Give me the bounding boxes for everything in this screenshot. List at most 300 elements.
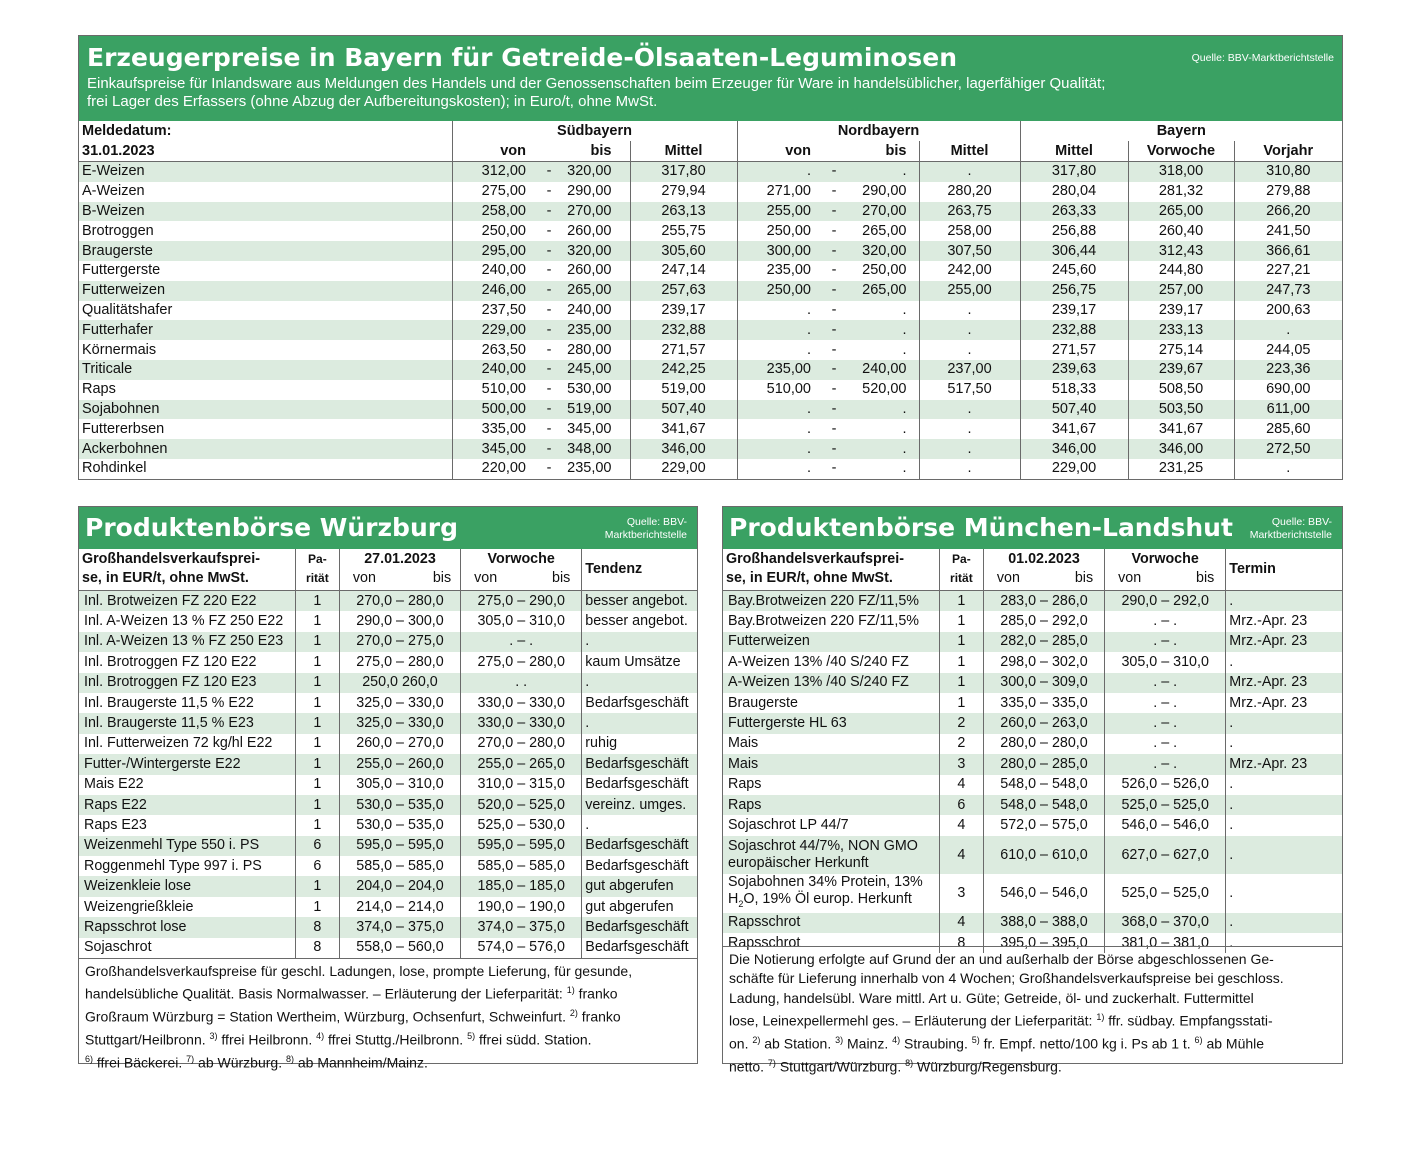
table-cell: 8 (295, 938, 339, 958)
chem-h: H (728, 890, 739, 907)
table-cell: 520,0 – 525,0 (461, 795, 582, 815)
product-name: Braugerste (728, 694, 798, 711)
table-cell: 232,88 (1020, 320, 1128, 340)
table-cell: . (919, 340, 1020, 360)
table-cell: . (919, 459, 1020, 479)
table-cell: 255,00 (737, 202, 827, 222)
table-cell: 325,0 – 330,0 (339, 713, 460, 733)
product-name: Inl. Braugerste 11,5 % E22 (84, 694, 254, 711)
table-cell: 280,20 (919, 182, 1020, 202)
table-cell: - (546, 361, 552, 378)
product-name: Weizenmehl Type 550 i. PS (84, 837, 260, 854)
table-cell: 305,60 (630, 241, 737, 261)
table-cell: 335,00 (452, 419, 542, 439)
product-name-line2 (728, 891, 936, 913)
product-name: Triticale (82, 361, 133, 378)
table-row (79, 301, 1342, 321)
table-row (79, 221, 1342, 241)
wuerzburg-h-date: 27.01.2023 (339, 549, 460, 569)
table-cell: 275,0 – 290,0 (461, 591, 582, 612)
table-cell: 330,0 – 330,0 (461, 713, 582, 733)
table-cell: 305,0 – 310,0 (461, 611, 582, 631)
col-nordbayern: Nordbayern (737, 121, 1020, 141)
table-cell: 240,00 (567, 301, 612, 318)
product-name: Sojabohnen (82, 400, 160, 417)
table-cell: . (737, 419, 827, 439)
table-cell: - (546, 163, 552, 180)
table-row (79, 419, 1342, 439)
table-cell: 507,40 (630, 400, 737, 420)
table-cell: . (902, 400, 907, 417)
table-cell: Bedarfsgeschäft (582, 775, 697, 795)
table-cell: . (919, 439, 1020, 459)
table-cell: 510,00 (737, 380, 827, 400)
table-cell: . (1226, 775, 1342, 795)
table-cell: 255,75 (630, 221, 737, 241)
wuerzburg-h-vw-von: von (474, 570, 498, 586)
erzeugerpreise-header (79, 36, 1342, 121)
table-cell: 1 (295, 611, 339, 631)
wuerzburg-h-product-1: Großhandelsverkaufsprei- (82, 551, 260, 567)
table-cell: . (902, 420, 907, 437)
table-cell: 231,25 (1128, 459, 1234, 479)
table-row (79, 459, 1342, 479)
col-bayern: Bayern (1020, 121, 1342, 141)
table-cell: 3 (939, 754, 983, 774)
table-cell: 300,00 (737, 241, 827, 261)
table-cell: 290,0 – 300,0 (339, 611, 460, 631)
table-cell: . (737, 320, 827, 340)
table-cell: 229,00 (452, 320, 542, 340)
product-name-line1: Sojabohnen 34% Protein, 13% (728, 873, 923, 890)
product-name: Raps (82, 381, 116, 398)
wuerzburg-foot-line2: handelsübliche Qualität. Basis Normalwasser. – Erläuterung der Lieferparität: $^{1)}$ franko (85, 985, 618, 1002)
table-cell: . (1234, 459, 1342, 479)
wuerzburg-header (79, 507, 697, 549)
table-row (79, 795, 697, 815)
muenchen-foot-line4: lose, Leinexpellermehl ges. – Erläuterung der Lieferparität: $^{1)}$ ffr. südbay. Empfangsstati- (729, 1011, 1273, 1029)
table-cell: 258,00 (452, 202, 542, 222)
table-cell: 246,00 (452, 281, 542, 301)
table-row (79, 754, 697, 774)
col-vorjahr: Vorjahr (1234, 141, 1342, 162)
table-cell: gut abgerufen (582, 897, 697, 917)
table-row (79, 241, 1342, 261)
table-row (79, 815, 697, 835)
table-cell: 1 (939, 611, 983, 631)
table-cell: - (831, 460, 837, 477)
table-cell: 265,00 (862, 282, 907, 299)
table-cell: - (831, 183, 837, 200)
col-sued-bis: bis (556, 141, 630, 162)
table-cell: . (1226, 795, 1342, 815)
table-cell: 239,63 (1020, 360, 1128, 380)
table-cell: 247,14 (630, 261, 737, 281)
product-name: Sojaschrot (84, 939, 152, 956)
table-cell: . (737, 439, 827, 459)
table-cell: 525,0 – 525,0 (1105, 795, 1226, 815)
table-cell: 519,00 (630, 380, 737, 400)
table-row (723, 591, 1342, 612)
product-name (723, 836, 939, 874)
table-cell: . (1226, 652, 1342, 672)
muenchen-h-von: von (996, 570, 1020, 586)
table-row (723, 815, 1342, 835)
table-cell: Bedarfsgeschäft (582, 917, 697, 937)
product-name: E-Weizen (82, 163, 145, 180)
col-nord-mittel: Mittel (919, 141, 1020, 162)
table-cell: 345,00 (567, 420, 612, 437)
table-row (79, 693, 697, 713)
table-cell: 306,44 (1020, 241, 1128, 261)
table-cell: - (831, 282, 837, 299)
table-row (723, 775, 1342, 795)
table-cell: 548,0 – 548,0 (983, 795, 1104, 815)
wuerzburg-foot-line3: Großraum Würzburg = Station Wertheim, Würzburg, Ochsenfurt, Schweinfurt. $^{2)}$ franko (85, 1008, 621, 1025)
wuerzburg-footnote (79, 958, 697, 1071)
table-cell: 381,0 – 381,0 (1105, 933, 1226, 953)
table-row (723, 652, 1342, 672)
table-cell: 1 (295, 876, 339, 896)
product-name: Roggenmehl Type 997 i. PS (84, 857, 262, 874)
table-cell: 330,0 – 330,0 (461, 693, 582, 713)
table-row (79, 202, 1342, 222)
table-cell: - (546, 341, 552, 358)
table-cell: 275,00 (452, 182, 542, 202)
table-cell: 265,00 (862, 222, 907, 239)
product-name: Futterweizen (82, 282, 166, 299)
product-name: Rapsschrot (728, 914, 801, 931)
table-cell: 280,00 (567, 341, 612, 358)
table-cell: - (546, 460, 552, 477)
table-cell: 235,00 (737, 261, 827, 281)
wuerzburg-panel (78, 506, 698, 1071)
product-name: Raps (728, 796, 762, 813)
table-cell: 1 (295, 754, 339, 774)
product-name: Rapsschrot (728, 934, 801, 951)
table-cell: 271,57 (1020, 340, 1128, 360)
table-cell: 325,0 – 330,0 (339, 693, 460, 713)
table-row (79, 775, 697, 795)
table-cell: 200,63 (1234, 301, 1342, 321)
table-cell: 548,0 – 548,0 (983, 775, 1104, 795)
table-cell: 530,0 – 535,0 (339, 795, 460, 815)
col-vorwoche: Vorwoche (1128, 141, 1234, 162)
wuerzburg-source-line2: Marktberichtstelle (604, 529, 687, 541)
table-row (723, 632, 1342, 652)
table-cell: Mrz.-Apr. 23 (1226, 632, 1342, 652)
table-row (79, 876, 697, 896)
product-name: A-Weizen 13% /40 S/240 FZ (728, 674, 909, 691)
table-cell: 1 (295, 632, 339, 652)
table-cell: - (831, 262, 837, 279)
table-cell: 281,32 (1128, 182, 1234, 202)
table-cell: 503,50 (1128, 400, 1234, 420)
table-cell: . (1226, 591, 1342, 612)
table-cell: 317,80 (1020, 162, 1128, 182)
table-row (79, 652, 697, 672)
table-cell: . (737, 340, 827, 360)
table-cell: 366,61 (1234, 241, 1342, 261)
table-cell: . (902, 163, 907, 180)
table-cell: - (831, 381, 837, 398)
table-cell: 279,88 (1234, 182, 1342, 202)
table-cell: 518,33 (1020, 380, 1128, 400)
wuerzburg-h-bis: bis (432, 570, 452, 586)
table-row (79, 713, 697, 733)
product-name: Ackerbohnen (82, 440, 168, 457)
table-cell: 558,0 – 560,0 (339, 938, 460, 958)
table-cell: 280,0 – 280,0 (983, 734, 1104, 754)
table-cell: - (831, 301, 837, 318)
table-cell: 240,00 (452, 261, 542, 281)
table-cell: 250,00 (737, 281, 827, 301)
product-name: Futtergerste HL 63 (728, 715, 847, 732)
table-cell: 6 (939, 795, 983, 815)
table-row (79, 938, 697, 958)
table-row (723, 713, 1342, 733)
table-cell: 270,00 (567, 202, 612, 219)
erzeugerpreise-table (79, 121, 1342, 479)
table-row (723, 874, 1342, 913)
table-cell: 280,04 (1020, 182, 1128, 202)
table-cell: 260,40 (1128, 221, 1234, 241)
table-cell: 237,00 (919, 360, 1020, 380)
table-cell: 257,00 (1128, 281, 1234, 301)
table-cell: 237,50 (452, 301, 542, 321)
muenchen-h-product-2: se, in EUR/t, ohne MwSt. (723, 569, 939, 591)
col-sued-von: von (452, 141, 542, 162)
product-name: Raps E23 (84, 816, 147, 833)
product-name (723, 874, 939, 913)
table-cell: Mrz.-Apr. 23 (1226, 693, 1342, 713)
table-cell: 250,00 (452, 221, 542, 241)
product-name: Futter-/Wintergerste E22 (84, 755, 241, 772)
table-cell: . – . (1105, 611, 1226, 631)
product-name: Inl. A-Weizen 13 % FZ 250 E23 (84, 633, 284, 650)
table-row (79, 340, 1342, 360)
table-cell: Bedarfsgeschäft (582, 836, 697, 856)
erzeugerpreise-panel (78, 35, 1343, 480)
table-cell: . (1226, 713, 1342, 733)
table-cell: - (546, 202, 552, 219)
table-cell: 519,00 (567, 400, 612, 417)
table-cell: 270,0 – 280,0 (461, 734, 582, 754)
table-cell: 270,00 (862, 202, 907, 219)
wuerzburg-table (79, 549, 697, 958)
product-name: Mais E22 (84, 776, 144, 793)
chem-rest: O, 19% Öl europ. Herkunft (743, 890, 912, 907)
table-cell: 290,0 – 292,0 (1105, 591, 1226, 612)
product-name: Futterhafer (82, 321, 153, 338)
table-cell: 233,13 (1128, 320, 1234, 340)
table-cell: 285,60 (1234, 419, 1342, 439)
table-row (79, 897, 697, 917)
table-row (79, 632, 697, 652)
table-cell: 525,0 – 530,0 (461, 815, 582, 835)
table-cell: 255,0 – 260,0 (339, 754, 460, 774)
table-cell: 227,21 (1234, 261, 1342, 281)
table-cell: 1 (295, 775, 339, 795)
table-cell: - (546, 262, 552, 279)
meldedatum-value: 31.01.2023 (79, 141, 452, 162)
col-bayern-mittel: Mittel (1020, 141, 1128, 162)
table-cell: kaum Umsätze (582, 652, 697, 672)
table-cell: 290,00 (567, 183, 612, 200)
table-cell: - (546, 440, 552, 457)
wuerzburg-title: Produktenbörse Würzburg (85, 513, 458, 542)
table-row (723, 693, 1342, 713)
table-cell: 348,00 (567, 440, 612, 457)
table-cell: 283,0 – 286,0 (983, 591, 1104, 612)
table-cell: 240,00 (862, 361, 907, 378)
col-nord-bis: bis (841, 141, 919, 162)
table-cell: . (1226, 933, 1342, 953)
muenchen-footnote (723, 946, 1342, 1075)
table-cell: . (1226, 836, 1342, 874)
table-cell: . – . (1105, 673, 1226, 693)
table-row (723, 611, 1342, 631)
table-cell: 317,80 (630, 162, 737, 182)
table-cell: 346,00 (1020, 439, 1128, 459)
table-cell: 229,00 (630, 459, 737, 479)
table-cell: 185,0 – 185,0 (461, 876, 582, 896)
table-cell: . (1226, 815, 1342, 835)
table-cell: 275,0 – 280,0 (461, 652, 582, 672)
muenchen-source (1250, 516, 1332, 542)
table-cell: 690,00 (1234, 380, 1342, 400)
muenchen-h-paritaet-2: rität (939, 569, 983, 591)
table-cell: 280,0 – 285,0 (983, 754, 1104, 774)
table-cell: . (902, 460, 907, 477)
table-cell: 255,00 (919, 281, 1020, 301)
table-cell: 282,0 – 285,0 (983, 632, 1104, 652)
table-cell: 275,14 (1128, 340, 1234, 360)
table-cell: 295,00 (452, 241, 542, 261)
product-name: Futterweizen (728, 633, 810, 650)
table-cell: . (582, 632, 697, 652)
wuerzburg-h-vorwoche: Vorwoche (461, 549, 582, 569)
table-cell: . – . (1105, 754, 1226, 774)
table-cell: 285,0 – 292,0 (983, 611, 1104, 631)
table-cell: - (546, 381, 552, 398)
table-cell: 1 (939, 652, 983, 672)
product-name: Braugerste (82, 242, 153, 259)
muenchen-h-vonbis (983, 569, 1104, 591)
table-cell: - (546, 321, 552, 338)
table-cell: 290,00 (862, 183, 907, 200)
table-cell: 1 (939, 673, 983, 693)
chem-sub: 2 (738, 898, 744, 909)
muenchen-foot-line3: Ladung, handelsübl. Ware mittl. Art u. Güte; Getreide, öl- und zuckerhalt. Futtermittel (729, 989, 1254, 1006)
product-name: Rohdinkel (82, 460, 147, 477)
table-cell: 214,0 – 214,0 (339, 897, 460, 917)
table-cell: 263,13 (630, 202, 737, 222)
table-cell: 300,0 – 309,0 (983, 673, 1104, 693)
muenchen-table (723, 549, 1342, 953)
table-cell: 341,67 (630, 419, 737, 439)
table-cell: - (831, 440, 837, 457)
table-row (723, 913, 1342, 933)
table-cell: 229,00 (1020, 459, 1128, 479)
table-cell: 4 (939, 836, 983, 874)
table-cell: 241,50 (1234, 221, 1342, 241)
table-cell: . (1234, 320, 1342, 340)
table-cell: . (902, 301, 907, 318)
table-row (79, 281, 1342, 301)
table-cell: 335,0 – 335,0 (983, 693, 1104, 713)
table-cell: 235,00 (567, 460, 612, 477)
muenchen-foot-line6: netto. $^{7)}$ Stuttgart/Würzburg. $^{8)}$ Würzburg/Regensburg. (729, 1057, 1062, 1075)
table-cell: 263,75 (919, 202, 1020, 222)
table-cell: 546,0 – 546,0 (983, 874, 1104, 913)
table-cell: 245,00 (567, 361, 612, 378)
table-cell: . (582, 713, 697, 733)
muenchen-h-vw-von: von (1118, 570, 1142, 586)
product-name: Mais (728, 735, 759, 752)
table-cell: 232,88 (630, 320, 737, 340)
table-cell: 310,0 – 315,0 (461, 775, 582, 795)
table-cell: gut abgerufen (582, 876, 697, 896)
table-cell: 1 (295, 591, 339, 612)
product-name: Mais (728, 755, 759, 772)
table-row (79, 360, 1342, 380)
table-cell: 1 (295, 652, 339, 672)
table-cell: 312,43 (1128, 241, 1234, 261)
erzeugerpreise-subtitle-1: Einkaufspreise für Inlandsware aus Meldungen des Handels und der Genossenschaften beim Erzeuger für Ware in handelsüblicher, lagerfähiger Qualität; (87, 75, 1106, 92)
table-cell: 6 (295, 856, 339, 876)
table-cell: . (919, 400, 1020, 420)
table-cell: 271,00 (737, 182, 827, 202)
product-name: Bay.Brotweizen 220 FZ/11,5% (728, 592, 919, 609)
table-cell: - (831, 341, 837, 358)
table-cell: 240,00 (452, 360, 542, 380)
table-cell: 4 (939, 815, 983, 835)
table-row (723, 673, 1342, 693)
table-cell: . (582, 673, 697, 693)
table-cell: . (919, 162, 1020, 182)
product-name: Körnermais (82, 341, 157, 358)
table-cell: . (919, 320, 1020, 340)
table-cell: . (919, 419, 1020, 439)
table-cell: 263,33 (1020, 202, 1128, 222)
table-cell: 256,88 (1020, 221, 1128, 241)
table-cell: 239,17 (1128, 301, 1234, 321)
product-name: Inl. Braugerste 11,5 % E23 (84, 715, 254, 732)
table-cell: 8 (939, 933, 983, 953)
product-name: A-Weizen 13% /40 S/240 FZ (728, 653, 909, 670)
table-cell: 204,0 – 204,0 (339, 876, 460, 896)
table-cell: 270,0 – 280,0 (339, 591, 460, 612)
table-cell: 190,0 – 190,0 (461, 897, 582, 917)
product-name: Inl. Futterweizen 72 kg/hl E22 (84, 735, 273, 752)
table-cell: 341,67 (1020, 419, 1128, 439)
table-cell: 244,05 (1234, 340, 1342, 360)
table-cell: - (546, 400, 552, 417)
table-cell: 627,0 – 627,0 (1105, 836, 1226, 874)
table-cell: 235,00 (737, 360, 827, 380)
table-cell: 266,20 (1234, 202, 1342, 222)
table-cell: 2 (939, 734, 983, 754)
product-name: Inl. A-Weizen 13 % FZ 250 E22 (84, 613, 284, 630)
erzeugerpreise-source: Quelle: BBV-Marktberichtstelle (1191, 52, 1334, 64)
table-cell: - (546, 222, 552, 239)
table-cell: 1 (295, 734, 339, 754)
table-cell: - (546, 282, 552, 299)
table-cell: 260,00 (567, 262, 612, 279)
table-cell: 260,0 – 270,0 (339, 734, 460, 754)
table-cell: 1 (295, 693, 339, 713)
